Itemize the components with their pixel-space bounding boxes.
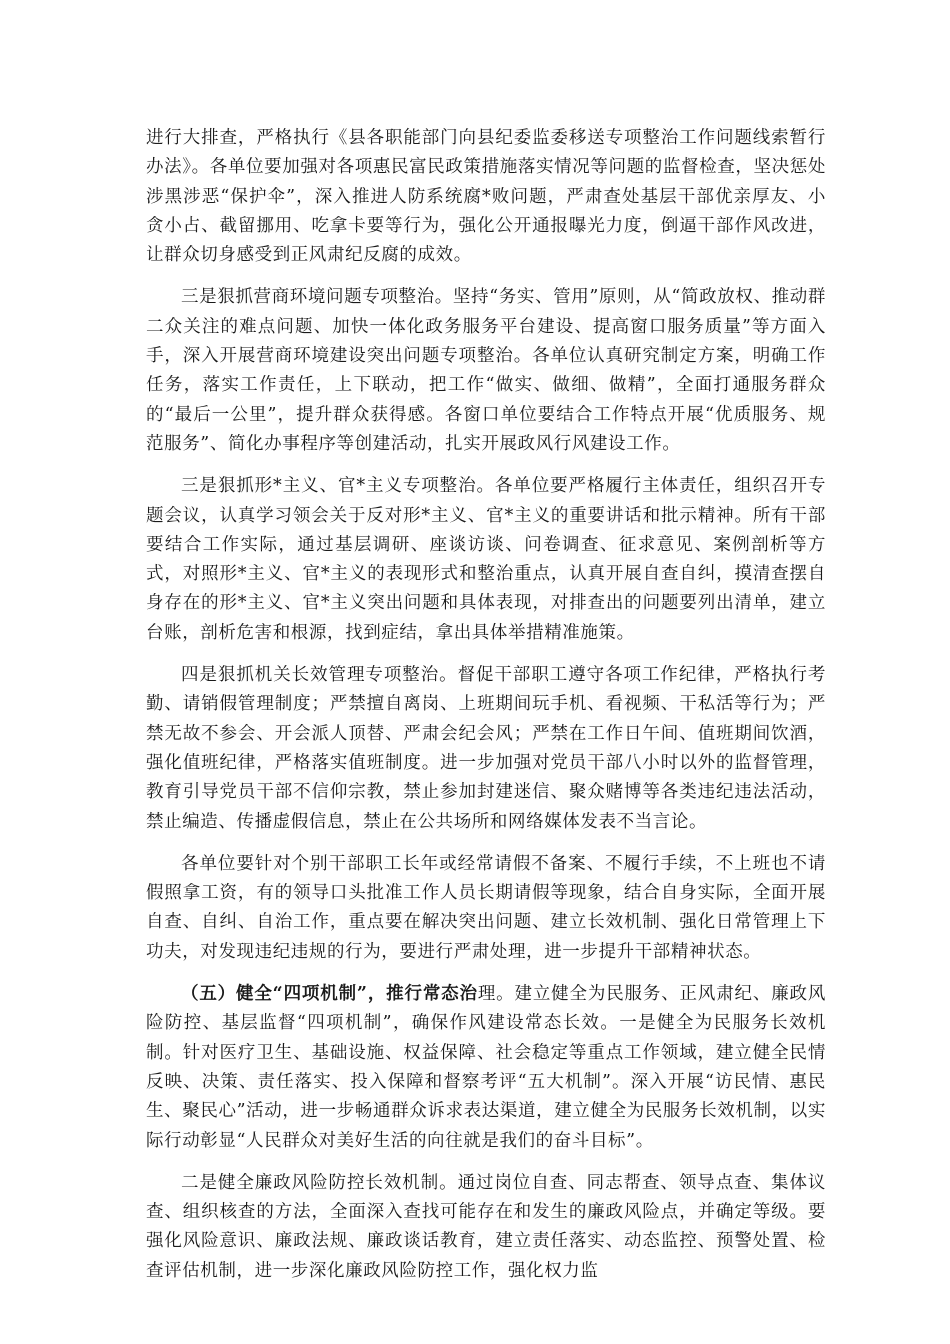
- paragraph-leave-discipline: 各单位要针对个别干部职工长年或经常请假不备案、不履行手续，不上班也不请假照拿工资，有的领导口头批准工作人员长期请假等现象，结合自身实际，全面开展自查、自纠、自治工作，重点要在解决突出问题、建立长效机制、强化日常管理上下功夫，对发现违纪违规的行为，要进行严肃处理，进一步提升干部精神状态。: [146, 853, 826, 962]
- paragraph-institutional-management: 四是狠抓机关长效管理专项整治。督促干部职工遵守各项工作纪律，严格执行考勤、请销假管理制度；严禁擅自离岗、上班期间玩手机、看视频、干私活等行为；严禁无故不参会、开会派人顶替、严肃会纪会风；严禁在工作日午间、值班期间饮酒，强化值班纪律，严格落实值班制度。进一步加强对党员干部八小时以外的监督管理，教育引导党员干部不信仰宗教，禁止参加封建迷信、聚众赌博等各类违纪违法活动，禁止编造、传播虚假信息，禁止在公共场所和网络媒体发表不当言论。: [146, 665, 826, 832]
- paragraph-four-mechanisms: [146, 980, 826, 1156]
- paragraph-business-environment: 三是狠抓营商环境问题专项整治。坚持“务实、管用”原则，从“简政放权、推动群二众关注的难点问题、加快一体化政务服务平台建设、提高窗口服务质量”等方面入手，深入开展营商环境建设突出问题专项整治。各单位认真研究制定方案，明确工作任务，落实工作责任，上下联动，把工作“做实、做细、做精”，全面打通服务群众的“最后一公里”，提升群众获得感。各窗口单位要结合工作特点开展“优质服务、规范服务”、简化办事程序等创建活动，扎实开展政风行风建设工作。: [146, 287, 826, 454]
- paragraph-integrity-risk: 二是健全廉政风险防控长效机制。通过岗位自查、同志帮查、领导点查、集体议查、组织核查的方法，全面深入查找可能存在和发生的廉政风险点，并确定等级。要强化风险意识、廉政法规、廉政谈话教育，建立责任落实、动态监控、预警处置、检查评估机制，进一步深化廉政风险防控工作，强化权力监: [146, 1172, 826, 1281]
- document-body: [146, 124, 826, 1299]
- paragraph-formalism-bureaucracy: 三是狠抓形*主义、官*主义专项整治。各单位要严格履行主体责任，组织召开专题会议，认真学习领会关于反对形*主义、官*主义的重要讲话和批示精神。所有干部要结合工作实际，通过基层调研、座谈访谈、问卷调查、征求意见、案例剖析等方式，对照形*主义、官*主义的表现形式和整治重点，认真开展自查自纠，摸清查摆自身存在的形*主义、官*主义突出问题和具体表现，对排查出的问题要列出清单，建立台账，剖析危害和根源，找到症结，拿出具体举措精准施策。: [146, 476, 827, 643]
- section-heading-five: （五）健全“四项机制”，推行常态治: [181, 984, 478, 1005]
- paragraph-continued: 进行大排查，严格执行《县各职能部门向县纪委监委移送专项整治工作问题线索暂行办法》。各单位要加强对各项惠民富民政策措施落实情况等问题的监督检查，坚决惩处涉黑涉恶“保护伞”，深入推进人防系统腐*败问题，严肃查处基层干部优亲厚友、小贪小占、截留挪用、吃拿卡要等行为，强化公开通报曝光力度，倒逼干部作风改进，让群众切身感受到正风肃纪反腐的成效。: [146, 128, 826, 266]
- section-body-five: 理。建立健全为民服务、正风肃纪、廉政风险防控、基层监督“四项机制”，确保作风建设常态长效。一是健全为民服务长效机制。针对医疗卫生、基础设施、权益保障、社会稳定等重点工作领域，建立健全民情反映、决策、责任落实、投入保障和督察考评“五大机制”。深入开展“访民情、惠民生、聚民心”活动，进一步畅通群众诉求表达渠道，建立健全为民服务长效机制，以实际行动彰显“人民群众对美好生活的向往就是我们的奋斗目标”。: [146, 984, 826, 1151]
